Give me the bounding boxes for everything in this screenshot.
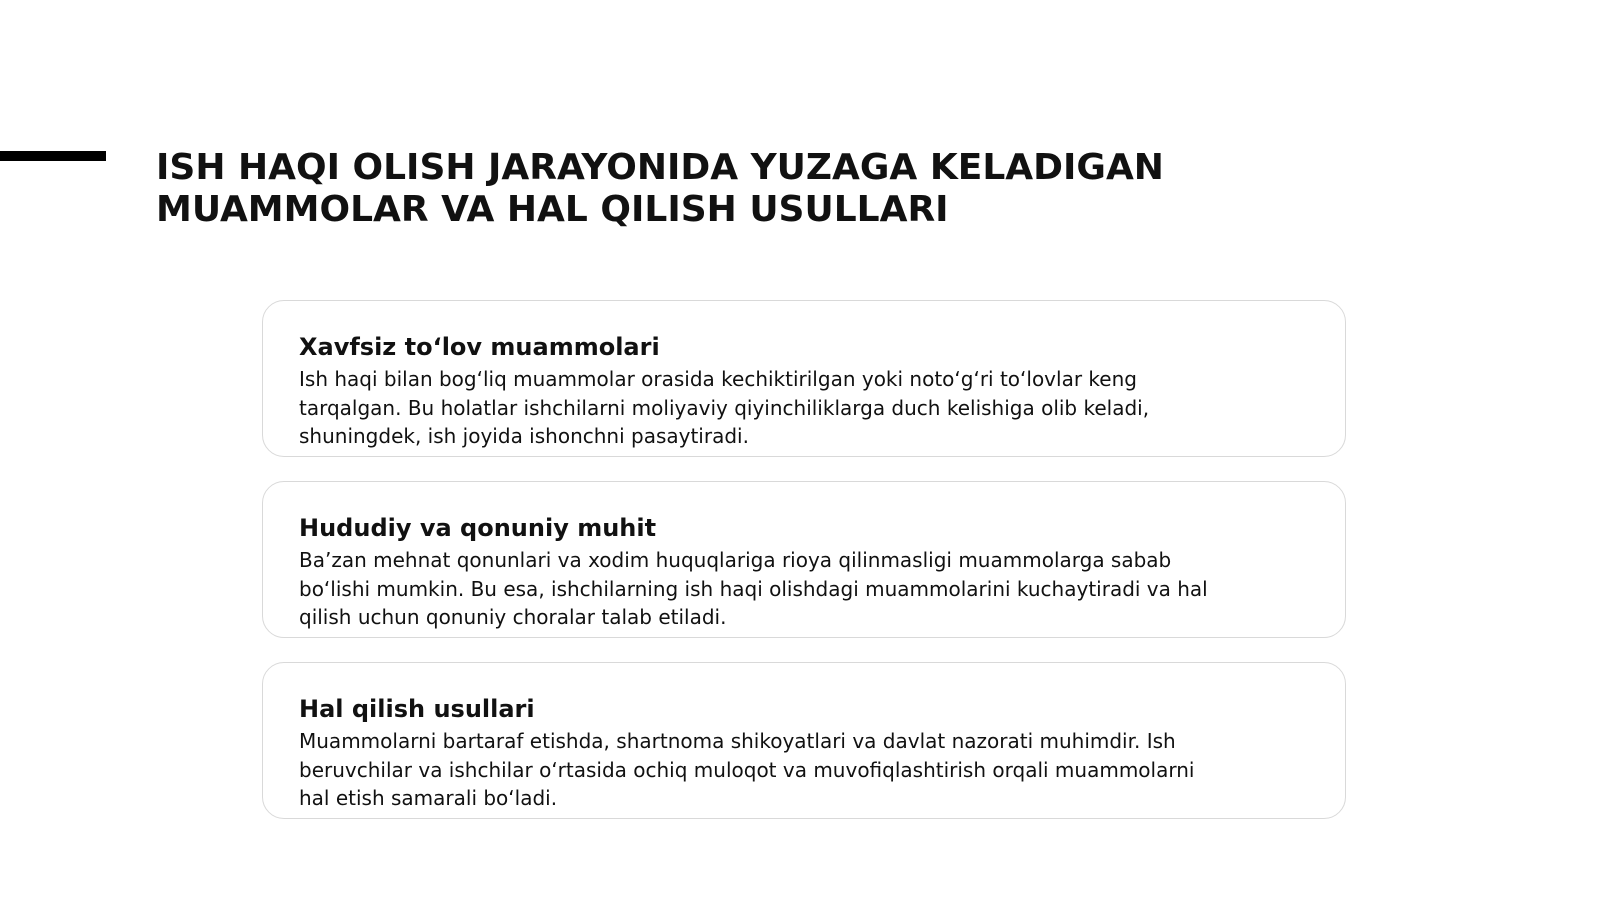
title-accent-bar <box>0 151 106 161</box>
card-body-line: Muammolarni bartaraf etishda, shartnoma shikoyatlari va davlat nazorati muhimdir. Ish <box>299 729 1176 753</box>
card-body-line: Ba’zan mehnat qonunlari va xodim huquqlariga rioya qilinmasligi muammolarga sabab <box>299 548 1172 572</box>
card-body-text <box>299 365 1309 451</box>
card-body-text <box>299 546 1309 632</box>
card-body-line: hal etish samarali bo‘ladi. <box>299 786 558 810</box>
card-body-line: bo‘lishi mumkin. Bu esa, ishchilarning ish haqi olishdagi muammolarini kuchaytiradi va hal <box>299 576 1208 601</box>
card-heading: Hududiy va qonuniy muhit <box>299 514 657 542</box>
content-cards <box>262 300 1346 843</box>
card-secure-payment-problems <box>262 300 1346 457</box>
card-body-line: qilish uchun qonuniy choralar talab etiladi. <box>299 605 727 629</box>
card-heading: Hal qilish usullari <box>299 695 535 723</box>
card-body-line: beruvchilar va ishchilar o‘rtasida ochiq muloqot va muvofiqlashtirish orqali muammolarni <box>299 757 1195 782</box>
card-solution-methods <box>262 662 1346 819</box>
card-body-line: tarqalgan. Bu holatlar ishchilarni moliyaviy qiyinchiliklarga duch kelishiga olib keladi, <box>299 395 1150 420</box>
card-body-line: Ish haqi bilan bog‘liq muammolar orasida kechiktirilgan yoki noto‘g‘ri to‘lovlar keng <box>299 367 1137 391</box>
card-regional-legal-environment <box>262 481 1346 638</box>
slide-title-line-2: MUAMMOLAR VA HAL QILISH USULLARI <box>156 189 949 230</box>
slide-title <box>156 147 1356 231</box>
card-body-text <box>299 727 1309 813</box>
card-heading: Xavfsiz to‘lov muammolari <box>299 333 660 361</box>
slide-title-line-1: ISH HAQI OLISH JARAYONIDA YUZAGA KELADIGAN <box>156 147 1164 188</box>
card-body-line: shuningdek, ish joyida ishonchni pasaytiradi. <box>299 424 749 448</box>
